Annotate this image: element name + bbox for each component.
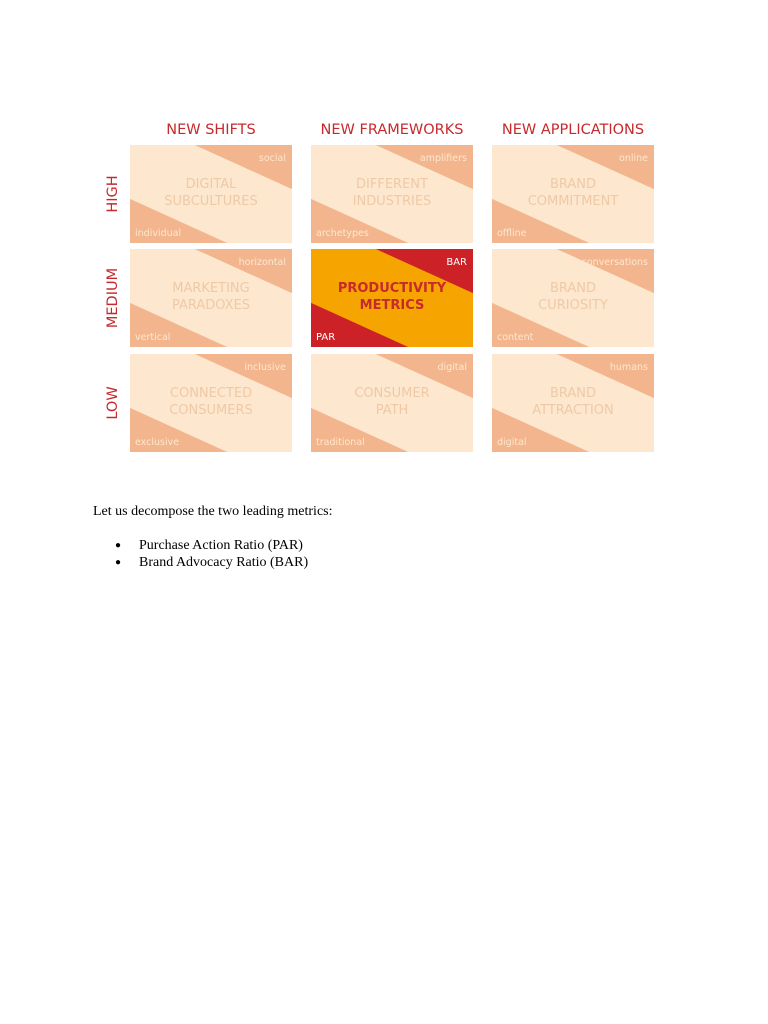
- productivity-metrics-matrix: [0, 0, 768, 470]
- cell-title: CONNECTED: [169, 386, 253, 401]
- column-header: NEW SHIFTS: [166, 122, 256, 138]
- cell-title: ATTRACTION: [532, 403, 614, 418]
- cell-title: SUBCULTURES: [164, 194, 258, 209]
- cell-top-label: digital: [437, 362, 467, 373]
- bullet-icon: ●: [115, 540, 122, 551]
- matrix-cell: [311, 249, 473, 347]
- list-item-text: Brand Advocacy Ratio (BAR): [139, 555, 309, 570]
- cell-top-label: BAR: [446, 257, 467, 268]
- row-label: LOW: [105, 386, 121, 420]
- list-item: [93, 537, 713, 554]
- cell-bottom-label: traditional: [316, 437, 365, 448]
- cell-bottom-label: exclusive: [135, 437, 180, 448]
- bullet-icon: ●: [115, 557, 122, 568]
- cell-bottom-label: archetypes: [316, 228, 369, 239]
- matrix-cell: [492, 249, 654, 347]
- cell-title: DIGITAL: [185, 177, 237, 192]
- matrix-cell: [492, 145, 654, 243]
- cell-bottom-label: PAR: [316, 332, 336, 343]
- cell-title: BRAND: [549, 281, 597, 296]
- cell-top-label: conversations: [581, 257, 648, 268]
- matrix-cell: [311, 145, 473, 243]
- body-text: [93, 503, 713, 571]
- intro-paragraph: Let us decompose the two leading metrics:: [93, 504, 333, 519]
- matrix-cell: [492, 354, 654, 452]
- list-item: [93, 554, 713, 571]
- cell-title: DIFFERENT: [356, 177, 428, 192]
- cell-bottom-label: offline: [497, 228, 527, 239]
- cell-title: MARKETING: [172, 281, 250, 296]
- cell-bottom-label: vertical: [135, 332, 171, 343]
- column-header: NEW APPLICATIONS: [501, 122, 645, 138]
- cell-title: CONSUMERS: [169, 403, 253, 418]
- cell-title: PRODUCTIVITY: [337, 281, 447, 296]
- cell-top-label: social: [258, 153, 286, 164]
- cell-title: INDUSTRIES: [352, 194, 432, 209]
- cell-title: CURIOSITY: [538, 298, 608, 313]
- list-item-text: Purchase Action Ratio (PAR): [139, 538, 303, 553]
- cell-title: BRAND: [549, 386, 597, 401]
- matrix-cell: [130, 145, 292, 243]
- cell-title: METRICS: [359, 298, 425, 313]
- cell-title: BRAND: [549, 177, 597, 192]
- matrix-cell: [130, 354, 292, 452]
- cell-top-label: humans: [609, 362, 648, 373]
- cell-top-label: online: [619, 153, 648, 164]
- cell-bottom-label: content: [497, 332, 534, 343]
- matrix-cell: [130, 249, 292, 347]
- cell-top-label: horizontal: [238, 257, 286, 268]
- cell-title: COMMITMENT: [527, 194, 619, 209]
- row-label: MEDIUM: [105, 267, 121, 329]
- cell-title: PARADOXES: [171, 298, 251, 313]
- cell-top-label: inclusive: [244, 362, 286, 373]
- cell-title: CONSUMER: [354, 386, 430, 401]
- cell-bottom-label: digital: [497, 437, 527, 448]
- metric-list: [93, 537, 713, 571]
- cell-top-label: amplifiers: [419, 153, 467, 164]
- column-header: NEW FRAMEWORKS: [320, 122, 464, 138]
- cell-bottom-label: individual: [135, 228, 182, 239]
- matrix-cell: [311, 354, 473, 452]
- row-label: HIGH: [105, 175, 121, 213]
- cell-title: PATH: [375, 403, 409, 418]
